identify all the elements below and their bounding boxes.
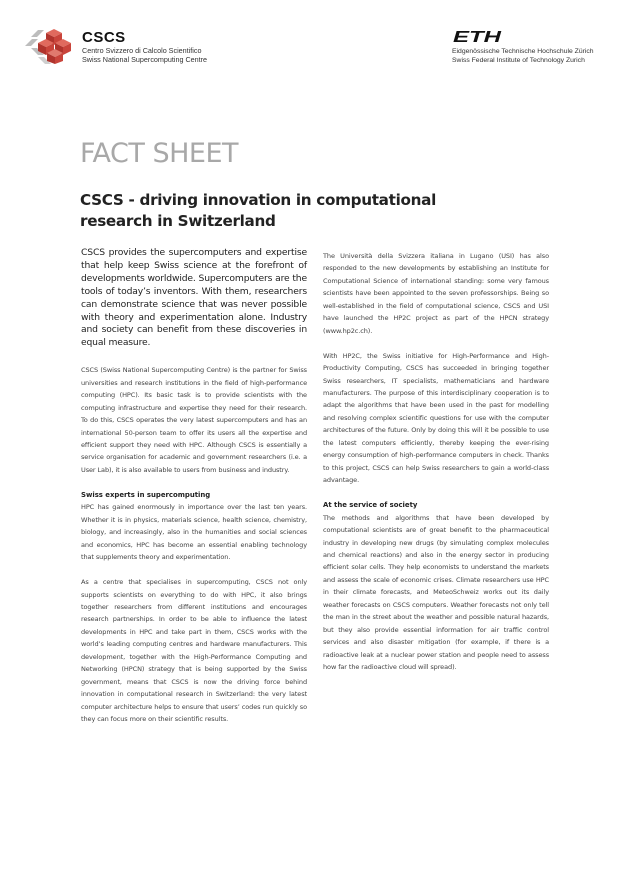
hp2c-paragraph: With HP2C, the Swiss initiative for High-Performance and High-Productivity Computing, CSCS has succeeded in bringing together Swiss researchers, IT specialists, mathematicians and hardware manufacturers. The purpose of this interdisciplinary cooperation is to adapt the algorithms that have been used in the past for modelling and resolving complex scientific questions for use with the computer architectures of the future. Only by doing this will it be possible to use the latest computers efficiently, thereby keeping the ever-rising energy consumption of high-performance computers in check. Thanks to this project, CSCS can help Swiss researchers to gain a world-class advantage. — [323, 351, 549, 485]
eth-branding — [452, 47, 594, 65]
usi-paragraph: The Università della Svizzera italiana in Lugano (USI) has also responded to the new developments by establishing an Institute for Computational Science of international standing: some very famous scientists have been appointed to the seven professorships. Being so well-established in the field of computational science, CSCS and USI have launched the HP2C project as part of the HPCN strategy (www.hp2c.ch). — [323, 252, 549, 335]
eth-subtitle-english: Swiss Federal Institute of Technology Zurich — [452, 57, 585, 64]
section-heading-swiss-experts: Swiss experts in supercomputing — [81, 490, 211, 499]
cscs-branding — [82, 30, 207, 64]
right-column — [323, 250, 549, 686]
intro-paragraph: CSCS (Swiss National Supercomputing Centre) is the partner for Swiss universities and research institutions in the field of high-performance computing (HPC). Its basic task is to provide scientists with the computing infrastructure and expertise they need for their research. To do this, CSCS operates the very latest supercomputers and has an international 50-person team to offer its users all the expertise and efficient support they need with HPC. Although CSCS is essentially a service organisation for academic and government researchers (i.e. a User Lab), it is also available to users from business and industry. — [81, 366, 307, 474]
left-column — [81, 247, 307, 738]
cscs-subtitle-english: Swiss National Supercomputing Centre — [82, 55, 208, 64]
service-society-paragraph: The methods and algorithms that have been developed by computational scientists are of great benefit to the pharmaceutical industry in developing new drugs (by simulating complex molecules and chemical reactions) and also in the energy sector in producing efficient solar cells. They help economists to understand the markets and assess the scale of economic crises. Climate researchers use HPC in their climate forecasts, and MeteoSchweiz works out its daily weather forecasts on CSCS computers. Weather forecasts not only tell the man in the street about the weather and possible natural hazards, but they also provide essential information for air traffic control services and also disaster mitigation (for example, if there is a radioactive leak at a nuclear power station and people need to assess how far the radioactive cloud will spread). — [323, 513, 549, 672]
swiss-experts-paragraph-1: HPC has gained enormously in importance over the last ten years. Whether it is in physics, materials science, health science, chemistry, biology, and increasingly, also in the humanities and social sciences and economics, HPC has become an essential enabling technology that supplements theory and experimentation. — [81, 503, 307, 562]
cscs-subtitle-italian: Centro Svizzero di Calcolo Scientifico — [82, 46, 202, 55]
eth-subtitle-german: Eidgenössische Technische Hochschule Zürich — [452, 48, 594, 55]
page-title: CSCS - driving innovation in computational research in Switzerland — [80, 191, 436, 230]
cscs-name: CSCS — [82, 29, 126, 46]
lead-paragraph: CSCS provides the supercomputers and expertise that help keep Swiss science at the forefront of developments worldwide. Supercomputers are the tools of today’s inventors. With them, researchers can demonstrate science that was never possible with theory and experimentation alone. Industry and society can benefit from these discoveries in equal measure. — [81, 247, 307, 349]
eth-logo-icon — [452, 29, 504, 43]
cscs-logo-icon — [24, 28, 84, 64]
document-label: FACT SHEET — [80, 138, 239, 169]
swiss-experts-paragraph-2: As a centre that specialises in supercomputing, CSCS not only supports scientists on everything to do with HPC, it also brings together researchers from different institutions and encourages research partnerships. In order to be able to influence the latest developments in HPC and take part in them, CSCS works with the world’s leading computing centres and hardware manufacturers. This development, together with the High-Performance Computing and Networking (HPCN) strategy that is being supported by the Swiss government, means that CSCS is now the driving force behind innovation in computational research in Switzerland: the very latest computer architecture helps to ensure that users’ codes run quickly so they can focus more on their scientific results. — [81, 578, 307, 724]
eth-logo-text: ETH — [453, 29, 502, 43]
section-heading-service-society: At the service of society — [323, 501, 418, 510]
